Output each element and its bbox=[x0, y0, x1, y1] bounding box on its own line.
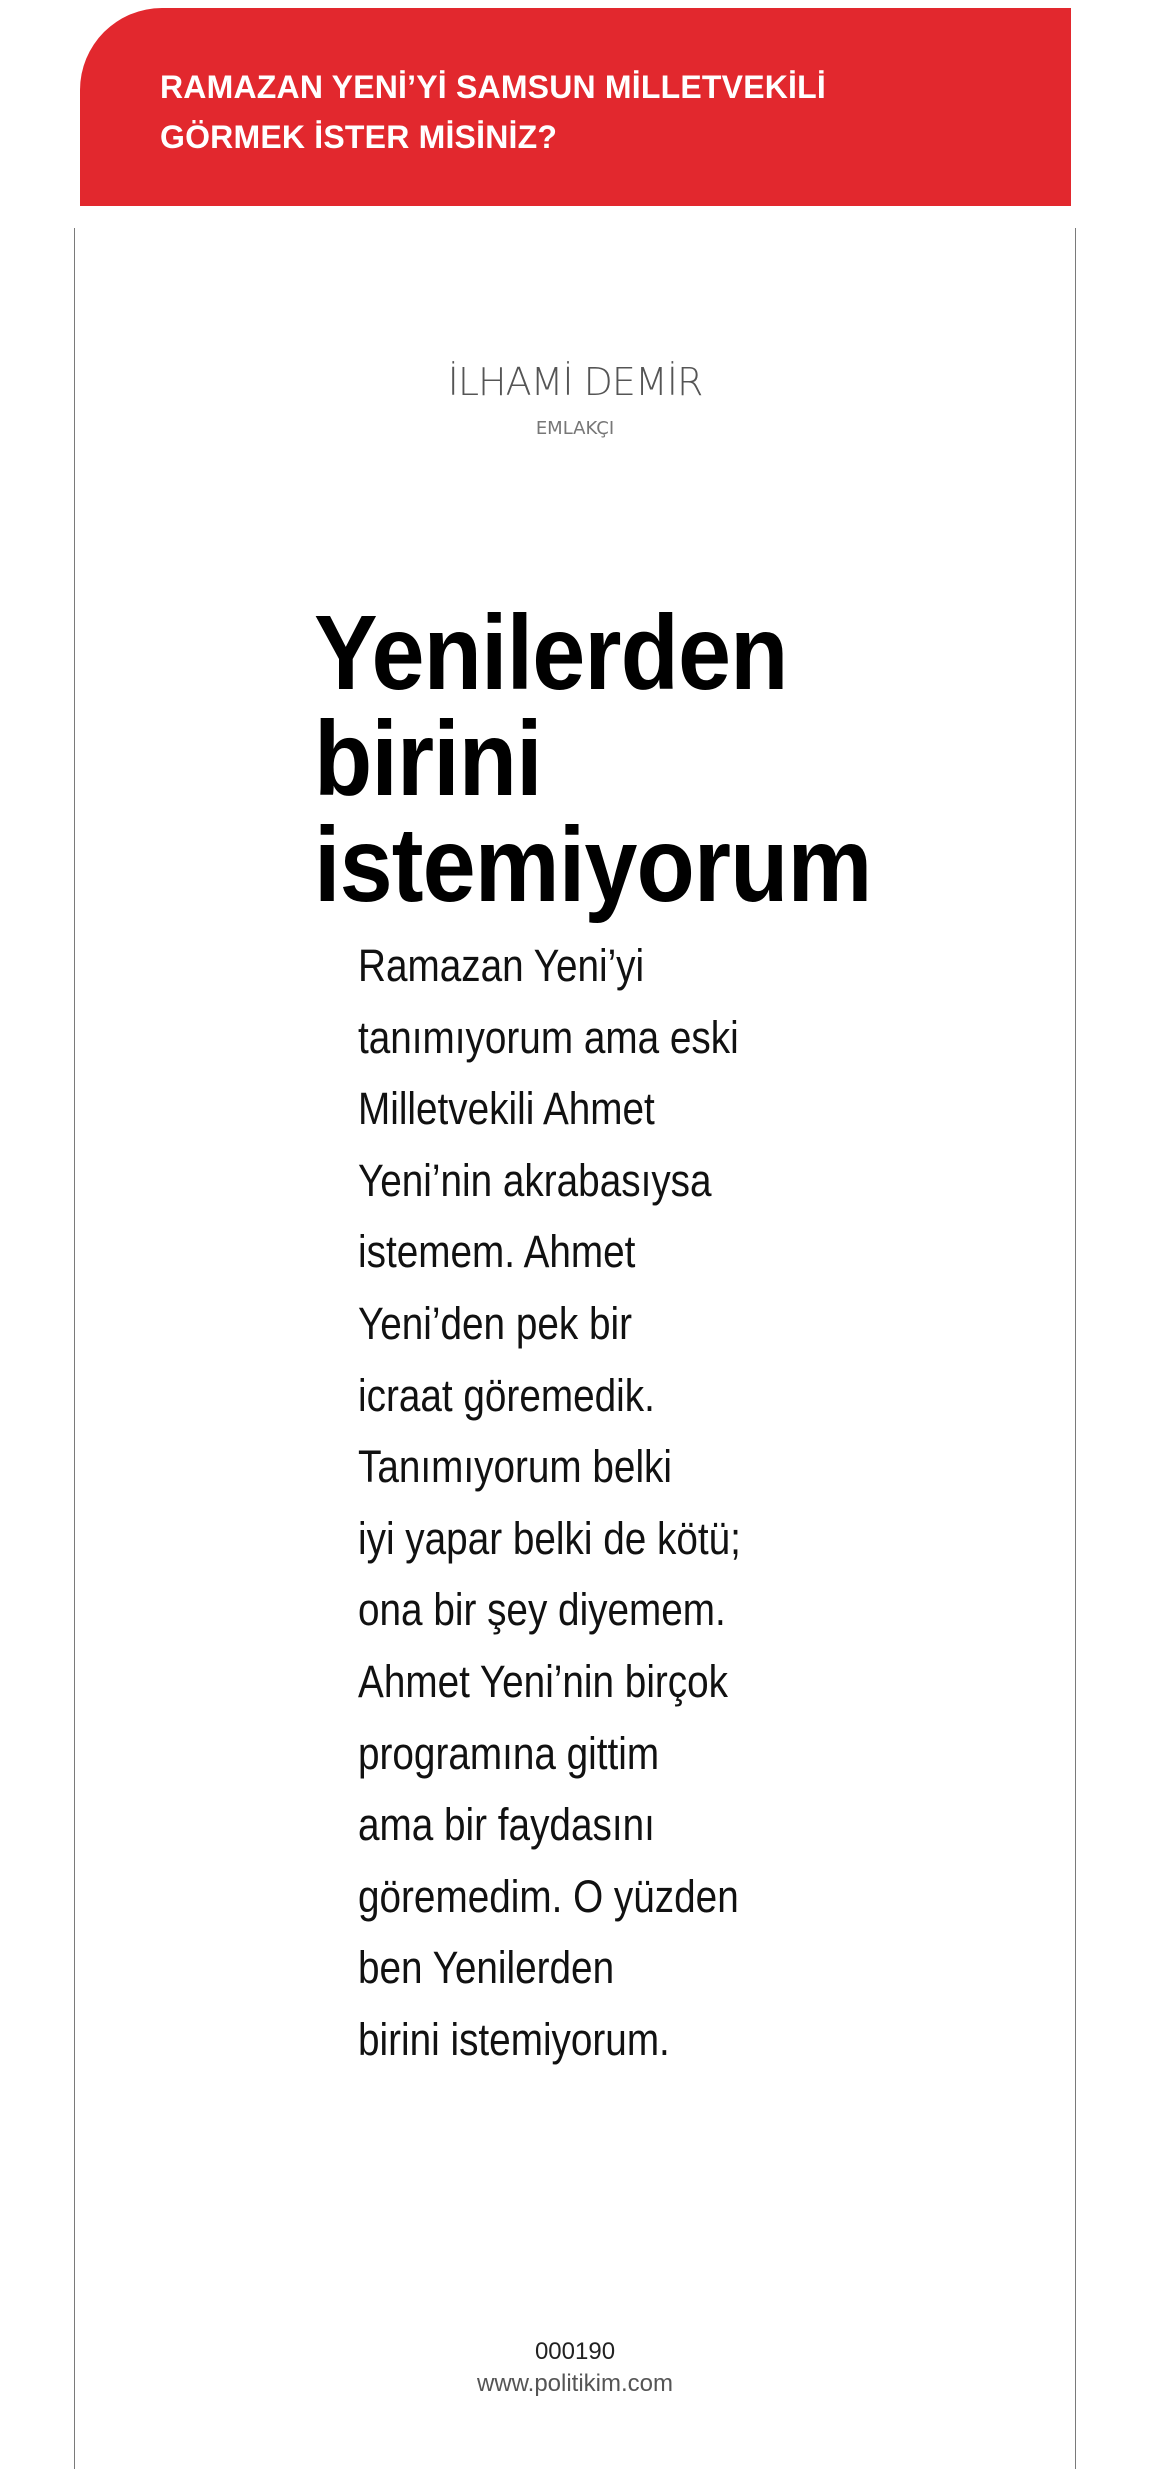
body-line: göremedim. O yüzden bbox=[358, 1870, 739, 1922]
footer-website: www.politikim.com bbox=[476, 2370, 674, 2397]
body-line: Milletvekili Ahmet bbox=[358, 1083, 655, 1135]
body-line: Tanımıyorum belki bbox=[358, 1441, 673, 1493]
frame-right-border bbox=[1075, 228, 1076, 2469]
banner-question-line-2: GÖRMEK İSTER MİSİNİZ? bbox=[160, 119, 558, 155]
body-line: ama bir faydasını bbox=[358, 1799, 655, 1851]
body-line: birini istemiyorum. bbox=[358, 2013, 670, 2065]
headline-line-2: birini bbox=[314, 700, 542, 818]
footer-code: 000190 bbox=[534, 2338, 616, 2365]
body-line: Ramazan Yeni’yi bbox=[358, 940, 645, 991]
frame-left-border bbox=[74, 228, 75, 2469]
body-line: ona bir şey diyemem. bbox=[358, 1584, 726, 1636]
headline-line-3: istemiyorum bbox=[314, 806, 872, 924]
body-line: iyi yapar belki de kötü; bbox=[358, 1512, 741, 1564]
body-line: programına gittim bbox=[358, 1727, 660, 1779]
body-line: Yeni’den pek bir bbox=[358, 1297, 632, 1349]
banner-question bbox=[160, 62, 1071, 162]
body-line: tanımıyorum ama eski bbox=[358, 1011, 739, 1063]
article-body bbox=[358, 930, 805, 2076]
body-line: ben Yenilerden bbox=[358, 1942, 615, 1994]
body-line: istemem. Ahmet bbox=[358, 1226, 636, 1278]
author-occupation: EMLAKÇI bbox=[535, 418, 615, 439]
author-name: İLHAMİ DEMİR bbox=[447, 360, 703, 404]
banner-question-line-1: RAMAZAN YENİ’Yİ SAMSUN MİLLETVEKİLİ bbox=[160, 69, 826, 105]
article-headline bbox=[314, 594, 872, 924]
body-line: Yeni’nin akrabasıysa bbox=[358, 1154, 712, 1206]
question-banner bbox=[80, 8, 1071, 206]
body-line: icraat göremedik. bbox=[358, 1369, 655, 1421]
body-line: Ahmet Yeni’nin birçok bbox=[358, 1655, 729, 1707]
headline-line-1: Yenilerden bbox=[314, 594, 788, 712]
